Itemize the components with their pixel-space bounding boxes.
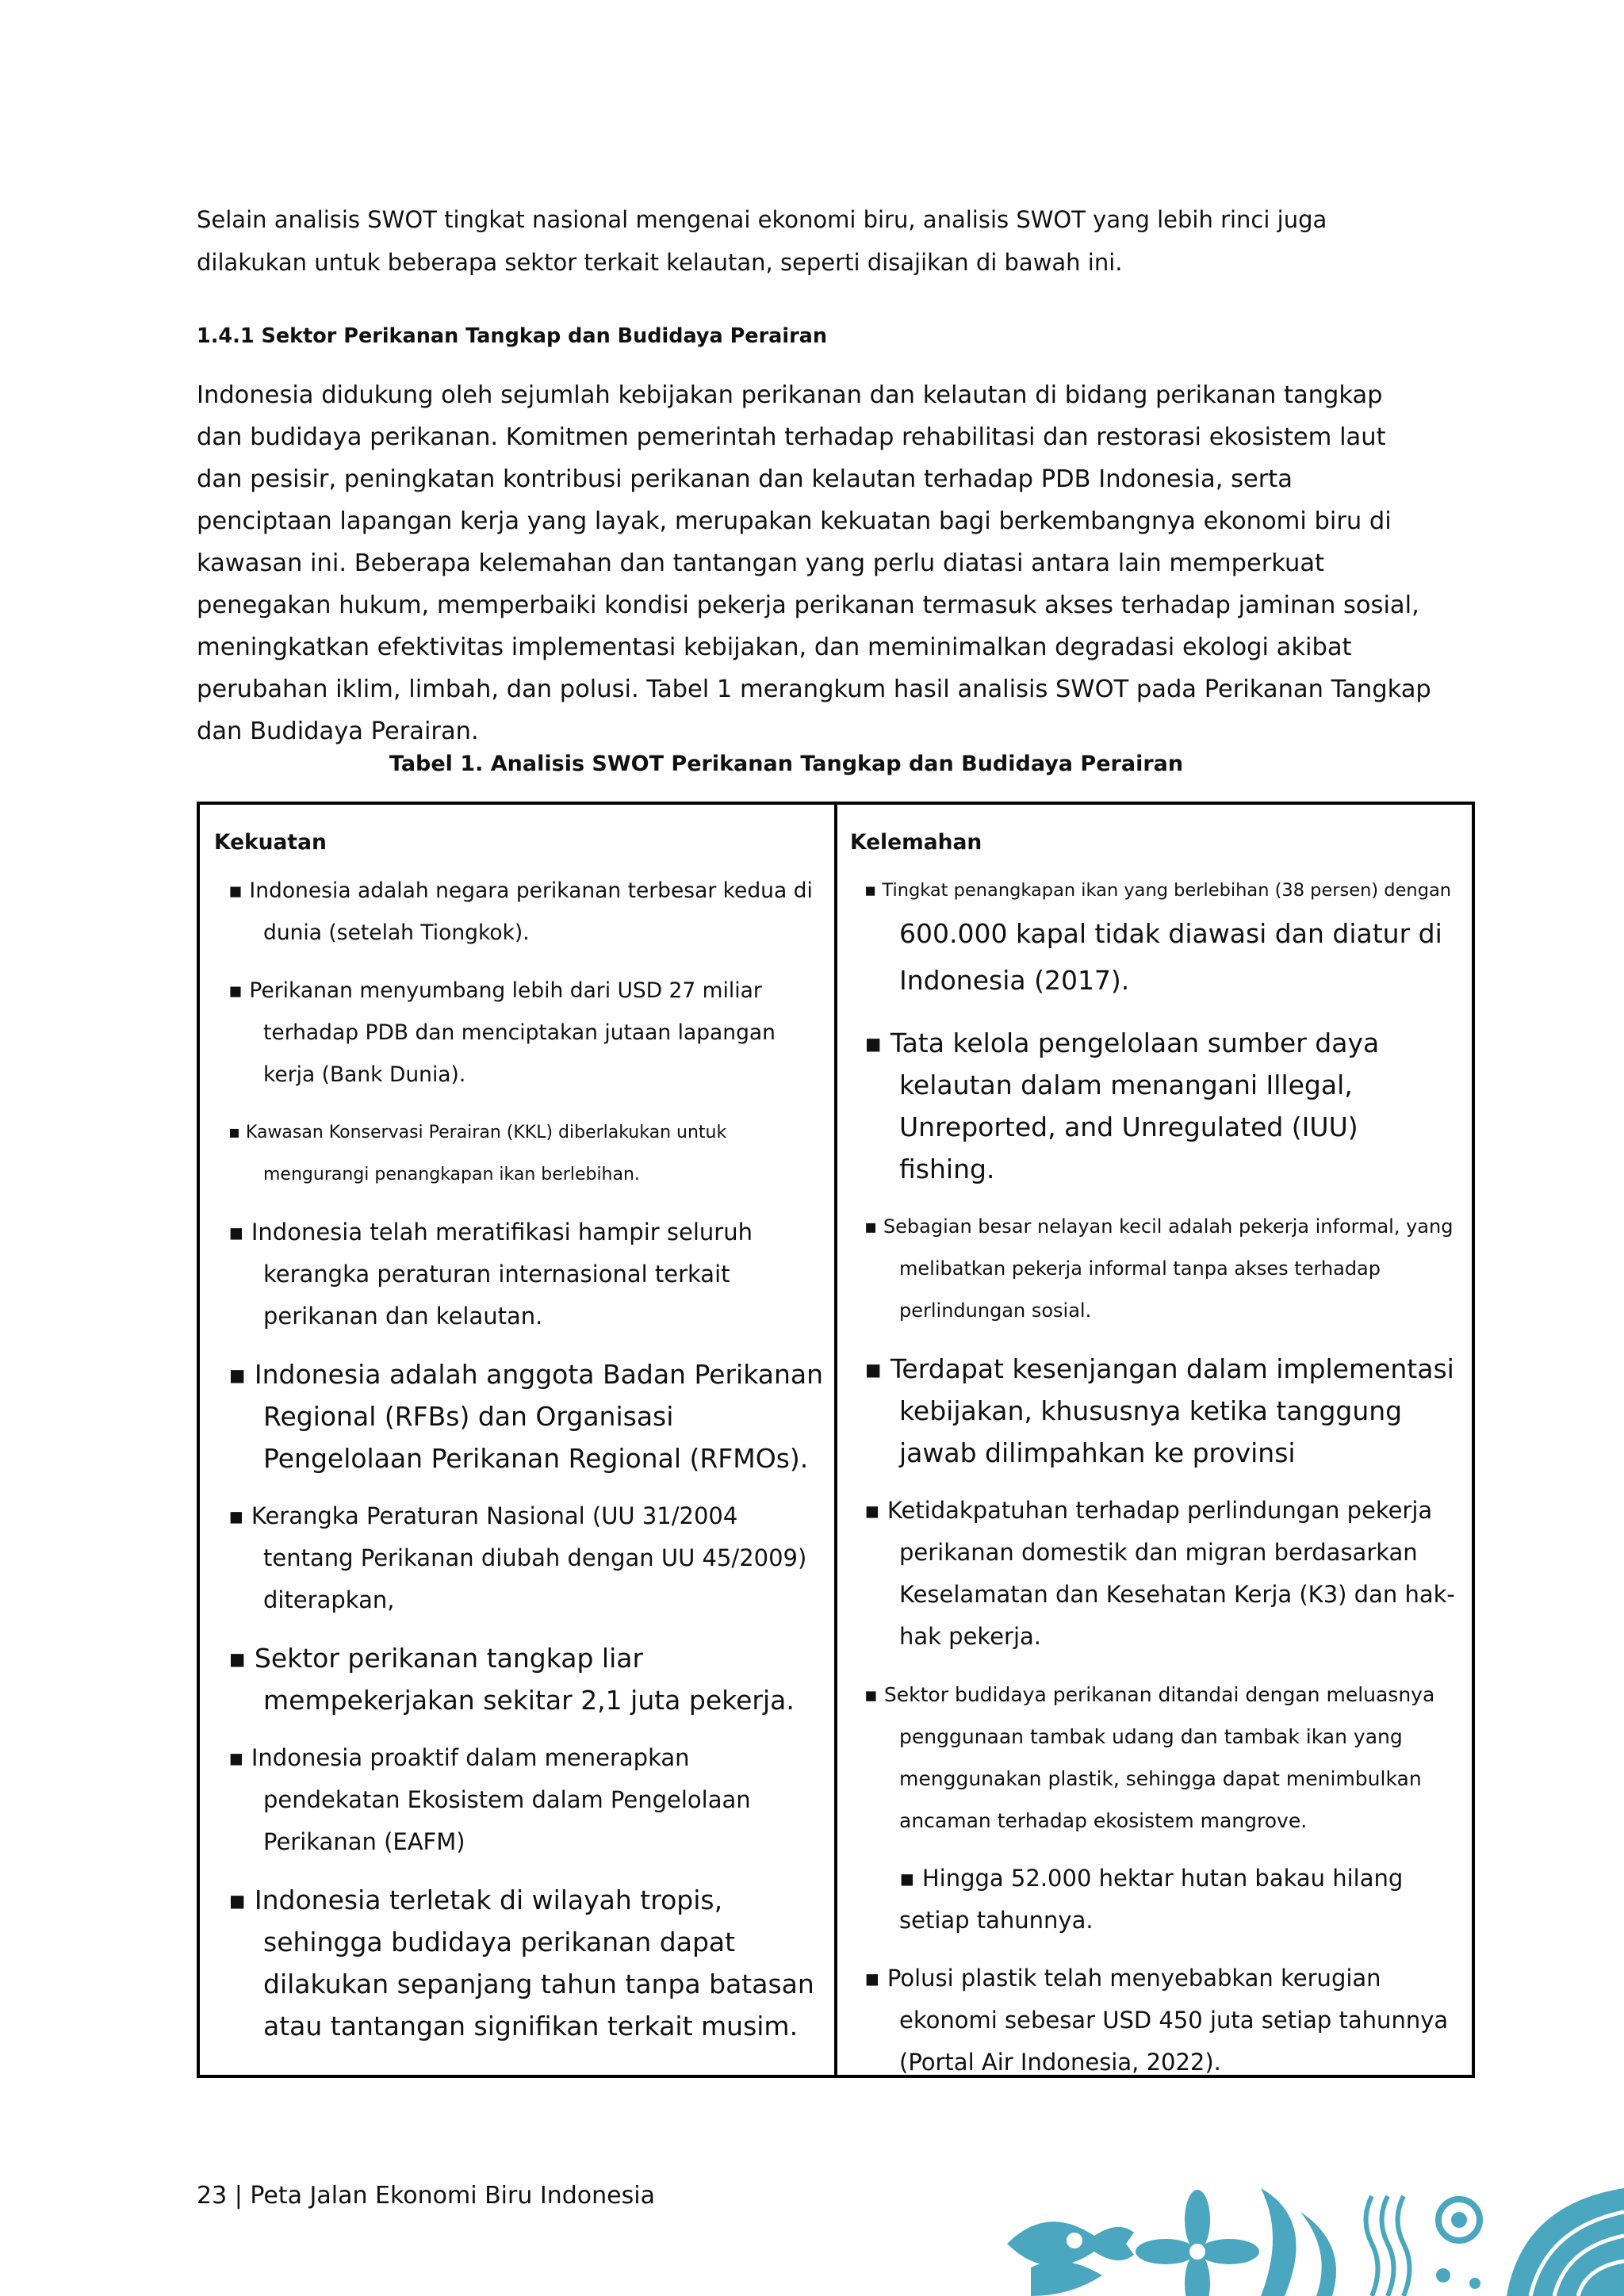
weakness-item: ▪ Tata kelola pengelolaan sumber daya kelautan dalam menangani Illegal, Unreported, and Unregulated (IUU) fishing. <box>864 1027 1380 1184</box>
weakness-item: ▪ Terdapat kesenjangan dalam implementasi kebijakan, khususnya ketika tanggung jawab dilimpahkan ke provinsi <box>864 1353 1454 1468</box>
strength-item: ▪ Perikanan menyumbang lebih dari USD 27 miliar terhadap PDB dan menciptakan jutaan lapangan kerja (Bank Dunia). <box>228 978 776 1087</box>
table-caption: Tabel 1. Analisis SWOT Perikanan Tangkap dan Budidaya Perairan <box>389 752 1184 776</box>
swot-table <box>197 802 1475 2078</box>
strength-item: ▪ Indonesia terletak di wilayah tropis, sehingga budidaya perikanan dapat dilakukan sepanjang tahun tanpa batasan atau tantangan signifikan terkait musim. <box>228 1885 814 2042</box>
weaknesses-column <box>837 805 1472 2075</box>
bullet-icon: ▪ <box>864 1497 880 1524</box>
weaknesses-title: Kelemahan <box>850 830 982 855</box>
strength-item: ▪ Sektor perikanan tangkap liar mempekerjakan sekitar 2,1 juta pekerja. <box>228 1643 795 1716</box>
bullet-icon: ▪ <box>228 1744 244 1771</box>
strength-item: ▪ Kerangka Peraturan Nasional (UU 31/2004 tentang Perikanan diubah dengan UU 45/2009) diterapkan, <box>228 1502 807 1613</box>
weakness-item: ▪ Ketidakpatuhan terhadap perlindungan pekerja perikanan domestik dan migran berdasarkan Keselamatan dan Kesehatan Kerja (K3) dan hak-hak pekerja. <box>864 1497 1455 1650</box>
strength-item: ▪ Indonesia telah meratifikasi hampir seluruh kerangka peraturan internasional terkait perikanan dan kelautan. <box>228 1219 753 1330</box>
page-footer: 23 | Peta Jalan Ekonomi Biru Indonesia <box>197 2182 655 2210</box>
bullet-icon: ▪ <box>864 1683 878 1706</box>
section-body-paragraph: Indonesia didukung oleh sejumlah kebijakan perikanan dan kelautan di bidang perikanan tangkap dan budidaya perikanan. Komitmen pemerintah terhadap rehabilitasi dan restorasi ekosistem laut dan pesisir, peningkatan kontribusi perikanan dan kelautan terhadap PDB Indonesia, serta penciptaan lapangan kerja yang layak, merupakan kekuatan bagi berkembangnya ekonomi biru di kawasan ini. Beberapa kelemahan dan tantangan yang perlu diatasi antara lain memperkuat penegakan hukum, memperbaiki kondisi pekerja perikanan termasuk akses terhadap jaminan sosial, meningkatkan efektivitas implementasi kebijakan, dan meminimalkan degradasi ekologi akibat perubahan iklim, limbah, dan polusi. Tabel 1 merangkum hasil analisis SWOT pada Perikanan Tangkap dan Budidaya Perairan. <box>197 381 1431 745</box>
strengths-column <box>200 805 837 2075</box>
weakness-item: ▪ Tingkat penangkapan ikan yang berlebihan (38 persen) dengan 600.000 kapal tidak diawasi dan diatur di Indonesia (2017). <box>864 880 1452 996</box>
weakness-item: ▪ Polusi plastik telah menyebabkan kerugian ekonomi sebesar USD 450 juta setiap tahunnya (Portal Air Indonesia, 2022). <box>864 1965 1449 2076</box>
section-heading: 1.4.1 Sektor Perikanan Tangkap dan Budidaya Perairan <box>197 324 828 348</box>
bullet-icon: ▪ <box>864 1027 883 1058</box>
bullet-icon: ▪ <box>864 1353 883 1384</box>
bullet-icon: ▪ <box>228 1123 240 1142</box>
bullet-icon: ▪ <box>228 1885 247 1915</box>
strength-item: ▪ Kawasan Konservasi Perairan (KKL) diberlakukan untuk mengurangi penangkapan ikan berlebihan. <box>228 1123 727 1184</box>
weakness-item: ▪ Hingga 52.000 hektar hutan bakau hilang setiap tahunnya. <box>899 1865 1404 1934</box>
bullet-icon: ▪ <box>864 880 877 901</box>
strength-item: ▪ Indonesia proaktif dalam menerapkan pendekatan Ekosistem dalam Pengelolaan Perikanan (EAFM) <box>228 1744 751 1855</box>
strengths-title: Kekuatan <box>214 830 327 855</box>
bullet-icon: ▪ <box>228 878 243 903</box>
strength-item: ▪ Indonesia adalah anggota Badan Perikanan Regional (RFBs) dan Organisasi Pengelolaan Perikanan Regional (RFMOs). <box>228 1359 824 1474</box>
weakness-item: ▪ Sektor budidaya perikanan ditandai dengan meluasnya penggunaan tambak udang dan tambak ikan yang menggunakan plastik, sehingga dapat menimbulkan ancaman terhadap ekosistem mangrove. <box>864 1683 1435 1832</box>
bullet-icon: ▪ <box>864 1215 878 1238</box>
batik-ornament-icon <box>999 2188 1624 2296</box>
strength-item: ▪ Indonesia adalah negara perikanan terbesar kedua di dunia (setelah Tiongkok). <box>228 878 813 945</box>
bullet-icon: ▪ <box>228 1643 247 1674</box>
bullet-icon: ▪ <box>864 1965 880 1992</box>
bullet-icon: ▪ <box>228 1359 247 1390</box>
bullet-icon: ▪ <box>899 1865 915 1892</box>
bullet-icon: ▪ <box>228 1219 244 1246</box>
bullet-icon: ▪ <box>228 1502 244 1529</box>
intro-paragraph: Selain analisis SWOT tingkat nasional mengenai ekonomi biru, analisis SWOT yang lebih rinci juga dilakukan untuk beberapa sektor terkait kelautan, seperti disajikan di bawah ini. <box>197 206 1327 276</box>
weakness-item: ▪ Sebagian besar nelayan kecil adalah pekerja informal, yang melibatkan pekerja informal tanpa akses terhadap perlindungan sosial. <box>864 1215 1454 1322</box>
bullet-icon: ▪ <box>228 978 243 1003</box>
